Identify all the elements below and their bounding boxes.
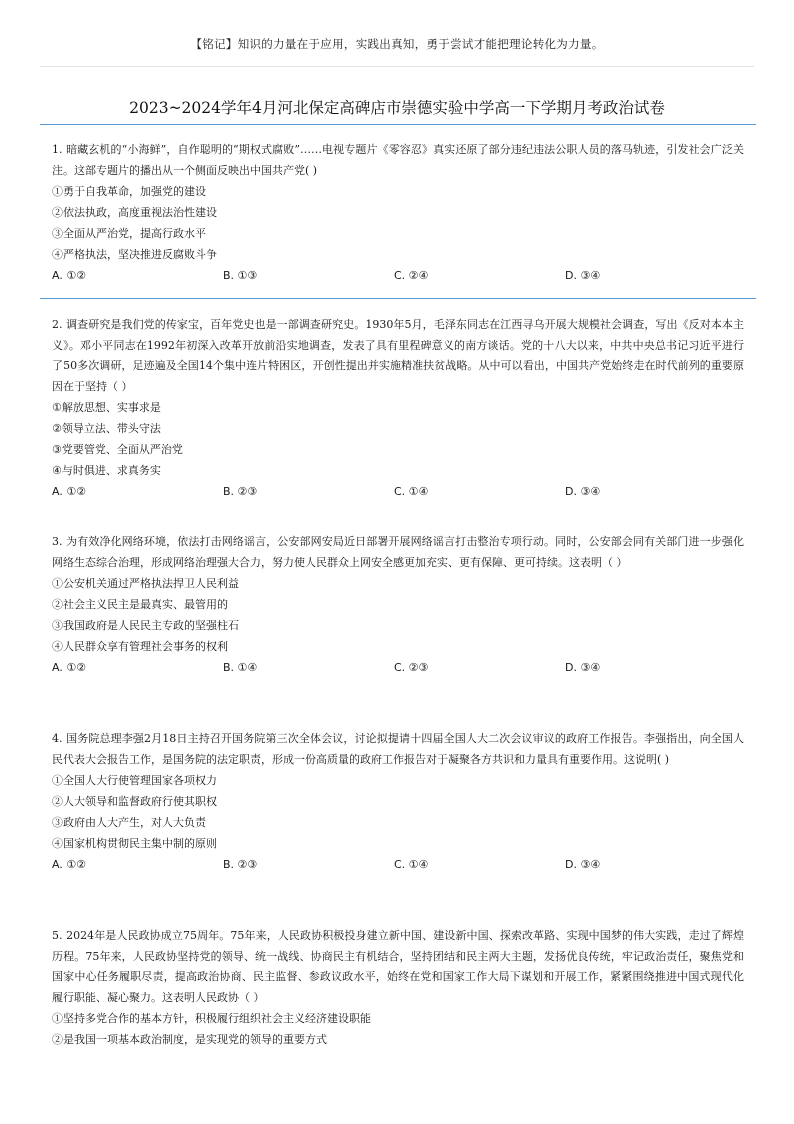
option-2: ②人大领导和监督政府行使其职权 (52, 795, 217, 808)
answer-choices (52, 657, 744, 679)
option-2: ②领导立法、带头守法 (52, 422, 161, 435)
option-2: ②社会主义民主是最真实、最管用的 (52, 598, 228, 611)
question-stem: 5. 2024年是人民政协成立75周年。75年来，人民政协积极投身建立新中国、建设新中国、探索改革路、实现中国梦的伟大实践，走过了辉煌历程。75年来，人民政协坚持党的领导、统一战线、协商民主有机结合，坚持团结和民主两大主题，发扬优良传统，牢记政治责任，聚焦党和国家中心任务履职尽责，提高政治协商、民主监督、参政议政水平，始终在党和国家工作大局下谋划和开展工作，紧紧围绕推进中国式现代化履行职能、凝心聚力。这表明人民政协（ ） (52, 929, 744, 1004)
choice-c[interactable]: C. ①④ (394, 858, 429, 871)
choice-d[interactable]: D. ③④ (565, 485, 601, 498)
title-divider (40, 124, 756, 125)
option-1: ①公安机关通过严格执法捍卫人民利益 (52, 577, 239, 590)
question-stem: 2. 调查研究是我们党的传家宝，百年党史也是一部调查研究史。1930年5月，毛泽东同志在江西寻乌开展大规模社会调查，写出《反对本本主义》。邓小平同志在1992年初深入改革开放前沿实地调查，发表了具有里程碑意义的南方谈话。党的十八大以来，中共中央总书记习近平进行了50多次调研，足迹遍及全国14个集中连片特困区，开创性提出并实施精准扶贫战略。从中可以看出，中国共产党始终走在时代前列的重要原因在于坚持（ ） (52, 318, 744, 393)
choice-a[interactable]: A. ①② (52, 661, 87, 674)
option-3: ③全面从严治党，提高行政水平 (52, 227, 206, 240)
question-stem: 1. 暗藏玄机的“小海鲜”，自作聪明的“期权式腐败”……电视专题片《零容忍》真实还原了部分违纪违法公职人员的落马轨迹，引发社会广泛关注。这部专题片的播出从一个侧面反映出中国共产党( ) (52, 143, 744, 177)
choice-d[interactable]: D. ③④ (565, 269, 601, 282)
option-4: ④国家机构贯彻民主集中制的原则 (52, 837, 217, 850)
option-2: ②依法执政，高度重视法治性建设 (52, 206, 217, 219)
option-1: ①勇于自我革命，加强党的建设 (52, 185, 206, 198)
choice-b[interactable]: B. ②③ (223, 485, 258, 498)
choice-a[interactable]: A. ①② (52, 485, 87, 498)
option-2: ②是我国一项基本政治制度，是实现党的领导的重要方式 (52, 1033, 327, 1046)
choice-d[interactable]: D. ③④ (565, 661, 601, 674)
answer-choices (52, 854, 744, 876)
page-title: 2023~2024学年4月河北保定高碑店市崇德实验中学高一下学期月考政治试卷 (129, 99, 665, 117)
option-4: ④严格执法，坚决推进反腐败斗争 (52, 248, 217, 261)
motto-banner: 【铭记】知识的力量在于应用，实践出真知，勇于尝试才能把理论转化为力量。 (190, 37, 604, 51)
option-4: ④与时俱进、求真务实 (52, 464, 161, 477)
option-1: ①解放思想、实事求是 (52, 401, 161, 414)
choice-a[interactable]: A. ①② (52, 858, 87, 871)
choice-a[interactable]: A. ①② (52, 269, 87, 282)
question-3 (52, 532, 744, 679)
motto-divider (40, 66, 754, 67)
option-3: ③党要管党、全面从严治党 (52, 443, 183, 456)
question-1 (52, 140, 744, 287)
option-3: ③政府由人大产生，对人大负责 (52, 816, 206, 829)
question-2 (52, 315, 744, 503)
choice-b[interactable]: B. ②③ (223, 858, 258, 871)
option-4: ④人民群众享有管理社会事务的权利 (52, 640, 228, 653)
question-4 (52, 729, 744, 876)
choice-b[interactable]: B. ①④ (223, 661, 258, 674)
choice-b[interactable]: B. ①③ (223, 269, 258, 282)
option-1: ①坚持多党合作的基本方针，积极履行组织社会主义经济建设职能 (52, 1012, 371, 1025)
question-stem: 3. 为有效净化网络环境，依法打击网络谣言，公安部网安局近日部署开展网络谣言打击整治专项行动。同时，公安部会同有关部门进一步强化网络生态综合治理，形成网络治理强大合力，努力使人民群众上网安全感更加充实、更有保障、更可持续。这表明（ ） (52, 535, 744, 569)
answer-choices (52, 481, 744, 503)
question-stem: 4. 国务院总理李强2月18日主持召开国务院第三次全体会议，讨论拟提请十四届全国人大二次会议审议的政府工作报告。李强指出，向全国人民代表大会报告工作，是国务院的法定职责，形成一份高质量的政府工作报告对于凝聚各方共识和力量具有重要作用。这说明( ) (52, 732, 744, 766)
choice-d[interactable]: D. ③④ (565, 858, 601, 871)
section-divider (40, 298, 756, 299)
option-1: ①全国人大行使管理国家各项权力 (52, 774, 217, 787)
choice-c[interactable]: C. ②③ (394, 661, 429, 674)
choice-c[interactable]: C. ②④ (394, 269, 429, 282)
question-5 (52, 926, 744, 1050)
choice-c[interactable]: C. ①④ (394, 485, 429, 498)
answer-choices (52, 265, 744, 287)
option-3: ③我国政府是人民民主专政的坚强柱石 (52, 619, 239, 632)
